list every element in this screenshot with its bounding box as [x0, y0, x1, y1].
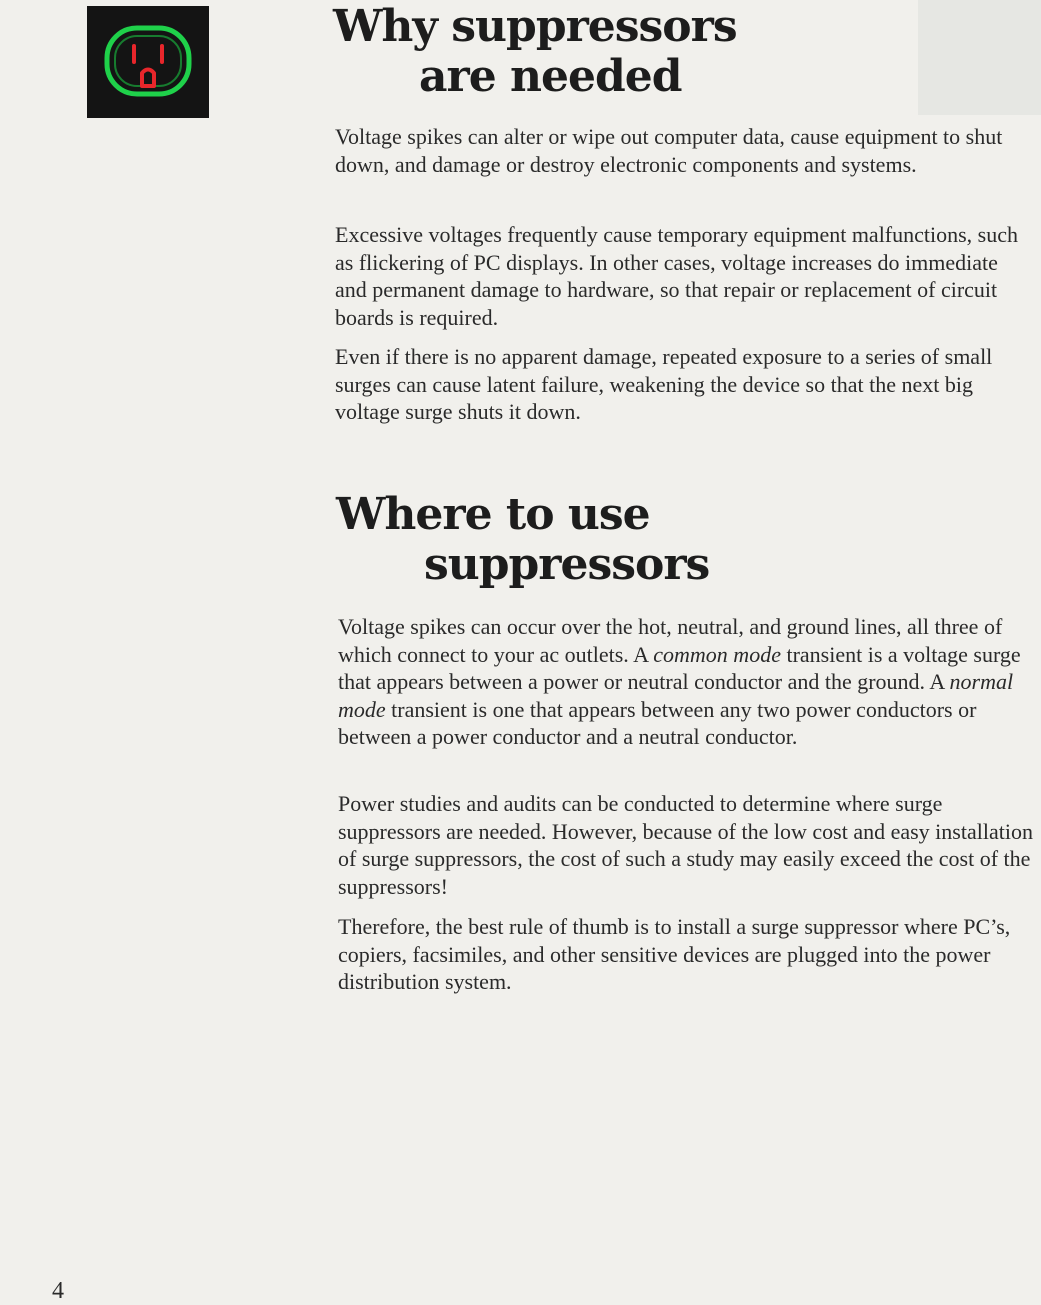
section-heading-where	[336, 490, 709, 590]
body-paragraph: Excessive voltages frequently cause temporary equipment malfunctions, such as flickering of PC displays. In other cases, voltage increases do immediate and permanent damage to hardware, so that repair or replacement of circuit boards is required.	[335, 222, 1019, 330]
heading-line: suppressors	[424, 539, 710, 590]
body-paragraph: Even if there is no apparent damage, repeated exposure to a series of small surges can cause latent failure, weakening the device so that the next big voltage surge shuts it down.	[335, 344, 993, 424]
body-paragraph: Power studies and audits can be conducted to determine where surge suppressors are needed. However, because of the low cost and easy installation of surge suppressors, the cost of such a study may easily exceed the cost of the suppressors!	[338, 791, 1033, 899]
body-paragraph: Voltage spikes can alter or wipe out computer data, cause equipment to shut down, and damage or destroy electronic components and systems.	[335, 124, 1003, 177]
body-paragraph: Therefore, the best rule of thumb is to install a surge suppressor where PC’s, copiers, facsimiles, and other sensitive devices are plugged into the power distribution system.	[338, 914, 1011, 994]
outlet-logo	[87, 6, 209, 118]
text-run: transient is a voltage surge that appears between a power or neutral conductor and the ground. A	[338, 641, 1021, 694]
italic-term: normal mode	[338, 669, 1014, 722]
heading-line: Why suppressors	[333, 1, 737, 52]
text-run: transient is one that appears between any two power conductors or between a power conductor and a neutral conductor.	[338, 696, 977, 749]
page-number: 4	[52, 1278, 64, 1304]
bleed-through-corner	[918, 0, 1041, 115]
body-paragraph	[338, 613, 1038, 751]
heading-line: Where to use	[336, 489, 650, 540]
italic-term: common mode	[653, 641, 781, 667]
power-outlet-icon	[87, 6, 209, 118]
heading-line: are needed	[419, 51, 682, 102]
section-heading-why	[333, 2, 737, 102]
text-run: Voltage spikes can occur over the hot, neutral, and ground lines, all three of which connect to your ac outlets. A	[338, 614, 1003, 667]
